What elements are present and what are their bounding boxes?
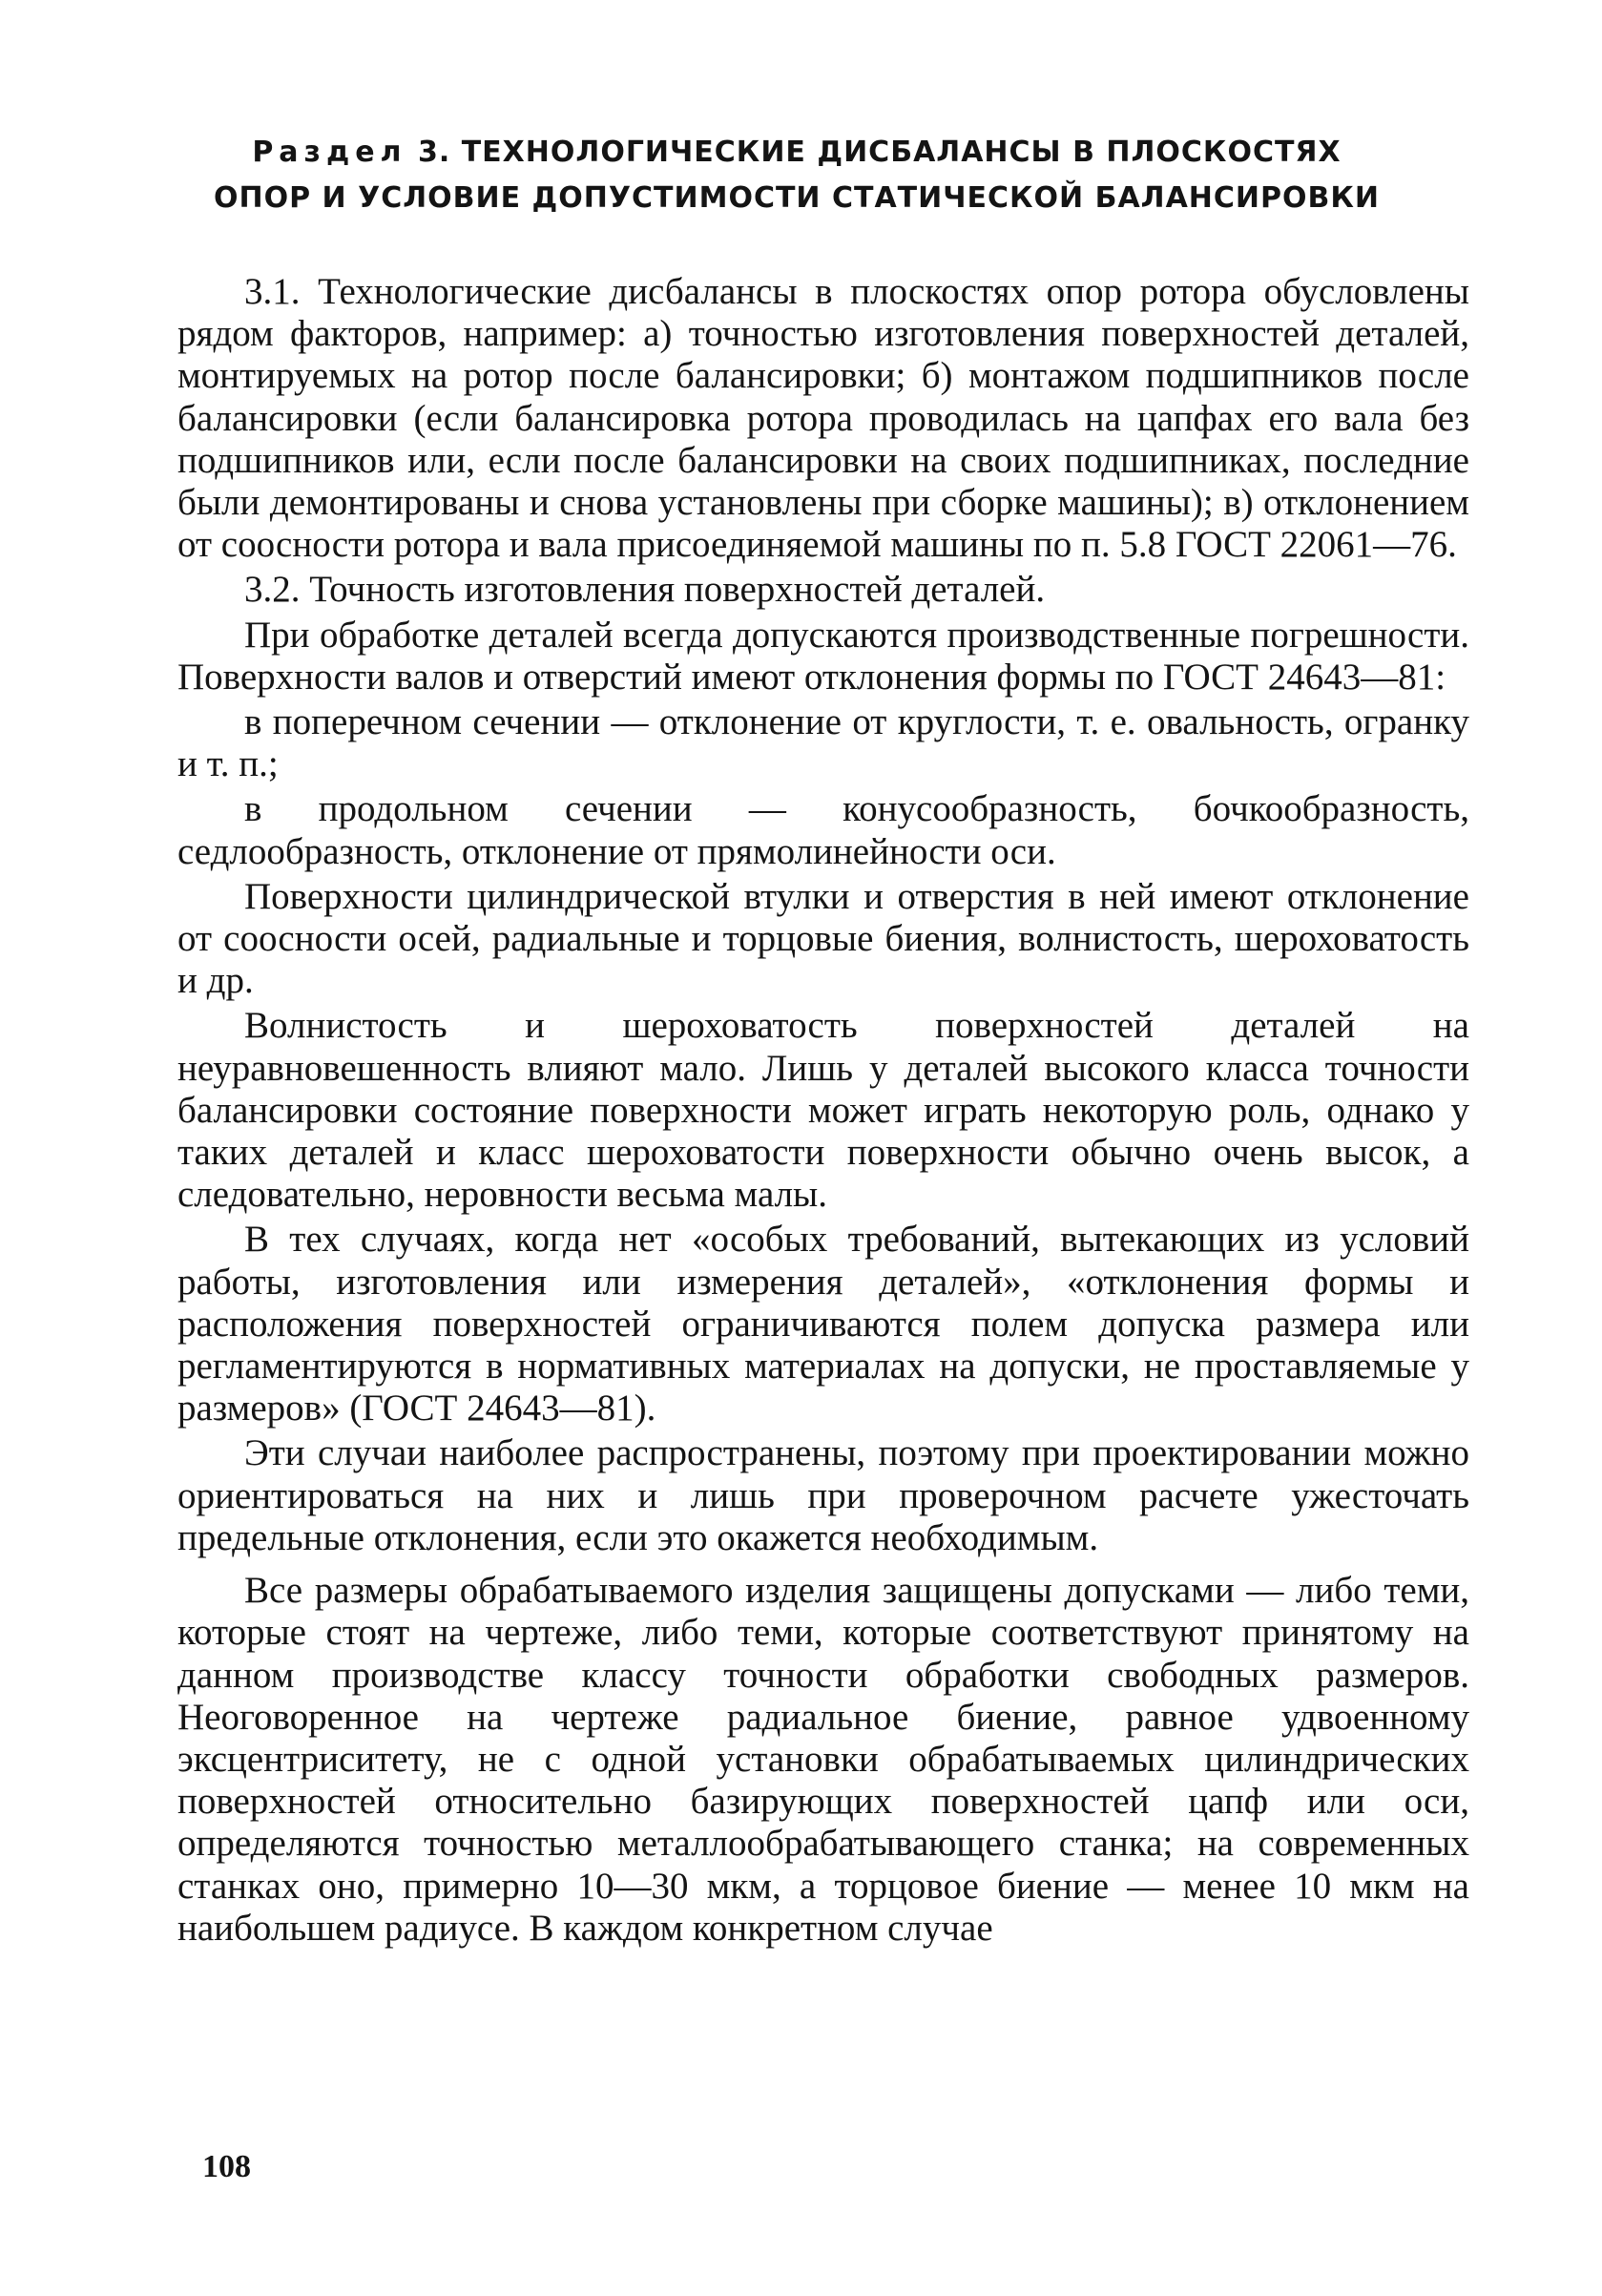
section-title-part-1: 3. ТЕХНОЛОГИЧЕСКИЕ ДИСБАЛАНСЫ В ПЛОСКОСТЯХ: [417, 136, 1342, 169]
paragraph-cross-section: в поперечном сечении — отклонение от круглости, т. е. овальность, огранку и т. п.;: [177, 701, 1469, 785]
paragraph-bushing-surfaces: Поверхности цилиндрической втулки и отверстия в ней имеют отклонение от соосности осей, радиальные и торцовые биения, волнистость, шероховатость и др.: [177, 875, 1469, 1002]
section-title-part-2: ОПОР И УСЛОВИЕ ДОПУСТИМОСТИ СТАТИЧЕСКОЙ БАЛАНСИРОВКИ: [213, 181, 1381, 215]
paragraph-special-requirements: В тех случаях, когда нет «особых требований, вытекающих из условий работы, изготовления или измерения деталей», «отклонения формы и расположения поверхностей ограничиваются полем допуска размера или регламентируются в нормативных материалах на допуски, не проставляемые у размеров» (ГОСТ 24643—81).: [177, 1219, 1469, 1430]
paragraph-waviness-roughness: Волнистость и шероховатость поверхностей деталей на неуравновешенность влияют мало. Лишь у деталей высокого класса точности балансировки состояние поверхности может играть некоторую роль, однако у таких деталей и класс шероховатости поверхности обычно очень высок, а следовательно, неровности весьма малы.: [177, 1005, 1469, 1216]
paragraph-tolerances: Все размеры обрабатываемого изделия защищены допусками — либо теми, которые стоят на чертеже, либо теми, которые соответствуют принятому на данном производстве классу точности обработки свободных размеров. Неоговоренное на чертеже радиальное биение, равное удвоенному эксцентриситету, не с одной установки обрабатываемых цилиндрических поверхностей относительно базирующих поверхностей цапф или оси, определяются точностью металлообрабатывающего станка; на современных станках оно, примерно 10—30 мкм, а торцовое биение — менее 10 мкм на наибольшем радиусе. В каждом конкретном случае: [177, 1570, 1469, 1949]
paragraph-longitudinal-section: в продольном сечении — конусообразность, бочкообразность, седлообразность, отклонение от прямолинейности оси.: [177, 788, 1469, 872]
paragraph-common-cases: Эти случаи наиболее распространены, поэтому при проектировании можно ориентироваться на них и лишь при проверочном расчете ужесточать предельные отклонения, если это окажется необходимым.: [177, 1432, 1469, 1558]
body-text: [177, 271, 1469, 1950]
paragraph-3-2: 3.2. Точность изготовления поверхностей деталей.: [244, 569, 1046, 611]
section-label: Раздел: [252, 136, 407, 169]
section-heading: [162, 130, 1431, 221]
paragraph-manufacturing-errors: При обработке деталей всегда допускаются производственные погрешности. Поверхности валов и отверстий имеют отклонения формы по ГОСТ 24643—81:: [177, 614, 1469, 698]
page-number: 108: [202, 2149, 251, 2184]
section-heading-line-1: [162, 130, 1431, 176]
paragraph-3-1: 3.1. Технологические дисбалансы в плоскостях опор ротора обусловлены рядом факторов, например: а) точностью изготовления поверхностей деталей, монтируемых на ротор после балансировки; б) монтажом подшипников после балансировки (если балансировка ротора проводилась на цапфах его вала без подшипников или, если после балансировки на своих подшипниках, последние были демонтированы и снова установлены при сборке машины); в) отклонением от соосности ротора и вала присоединяемой машины по п. 5.8 ГОСТ 22061—76.: [177, 271, 1469, 566]
